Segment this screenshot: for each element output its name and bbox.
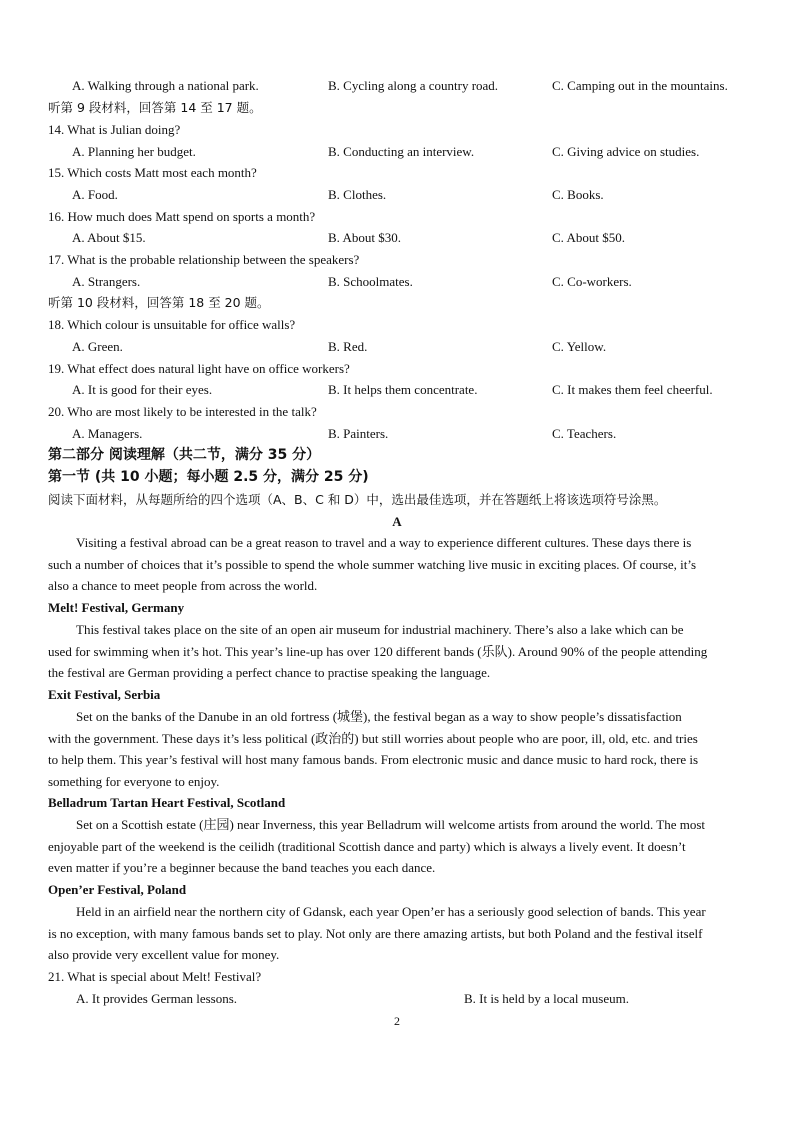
q18-option-b: B. Red. xyxy=(328,339,368,354)
q17-option-c: C. Co-workers. xyxy=(552,274,632,289)
paragraph-line: the festival are German providing a perfect chance to practise speaking the language. xyxy=(48,665,491,681)
q18-option-c: C. Yellow. xyxy=(552,339,607,354)
paragraph-line: Held in an airfield near the northern city of Gdansk, each year Open’er has a seriously good selection of bands. This year xyxy=(76,904,706,919)
q14-stem: 14. What is Julian doing? xyxy=(48,122,181,137)
q20-option-b: B. Painters. xyxy=(328,426,389,441)
paragraph-line: also provide very excellent value for money. xyxy=(48,947,280,963)
paragraph-line: Set on a Scottish estate (庄园) near Inverness, this year Belladrum will welcome artists from around the world. The most xyxy=(76,817,706,832)
festival-heading-belladrum: Belladrum Tartan Heart Festival, Scotland xyxy=(48,795,286,810)
q19-option-b: B. It helps them concentrate. xyxy=(328,382,478,397)
q16-option-b: B. About $30. xyxy=(328,230,401,245)
q21-option-a: A. It provides German lessons. xyxy=(76,991,238,1006)
section-one-title: 第一节 (共 10 小题；每小题 2.5 分，满分 25 分) xyxy=(48,469,369,485)
q19-option-a: A. It is good for their eyes. xyxy=(72,382,213,397)
q13-option-b: B. Cycling along a country road. xyxy=(328,78,499,93)
q18-option-a: A. Green. xyxy=(72,339,123,354)
paragraph-line: something for everyone to enjoy. xyxy=(48,774,220,790)
paragraph-line: This festival takes place on the site of an open air museum for industrial machinery. There’s also a lake which can be xyxy=(76,622,684,637)
intro-line: such a number of choices that it’s possible to spend the whole summer watching live music in exciting places. Of course, it’s xyxy=(48,556,697,572)
q21-option-b: B. It is held by a local museum. xyxy=(464,991,630,1006)
festival-paragraph-opener xyxy=(48,901,746,966)
q17-option-b: B. Schoolmates. xyxy=(328,274,413,289)
festival-paragraph-melt xyxy=(48,619,746,684)
page-number: 2 xyxy=(394,1014,400,1028)
paragraph-line: used for swimming when it’s hot. This year’s line-up has over 120 different bands (乐队). Around 90% of the people attending xyxy=(48,643,708,659)
q13-option-a: A. Walking through a national park. xyxy=(72,78,259,93)
part-two-title: 第二部分 阅读理解（共二节，满分 35 分） xyxy=(48,447,321,463)
q20-stem: 20. Who are most likely to be interested in the talk? xyxy=(48,404,317,419)
q15-stem: 15. Which costs Matt most each month? xyxy=(48,165,257,180)
q20-option-c: C. Teachers. xyxy=(552,426,617,441)
paragraph-line: is no exception, with many famous bands set to play. Not only are there amazing artists, but both Poland and the festival itself xyxy=(48,925,703,941)
paragraph-line: even matter if you’re a beginner because the band teaches you each dance. xyxy=(48,860,436,876)
q17-stem: 17. What is the probable relationship between the speakers? xyxy=(48,252,360,267)
festival-heading-opener: Open’er Festival, Poland xyxy=(48,882,187,897)
q19-stem: 19. What effect does natural light have on office workers? xyxy=(48,361,350,376)
festival-heading-exit: Exit Festival, Serbia xyxy=(48,687,161,702)
q14-option-b: B. Conducting an interview. xyxy=(328,144,475,159)
q17-option-a: A. Strangers. xyxy=(72,274,141,289)
q21-stem: 21. What is special about Melt! Festival? xyxy=(48,969,262,984)
q20-option-a: A. Managers. xyxy=(72,426,143,441)
festival-paragraph-exit xyxy=(48,706,746,793)
q18-stem: 18. Which colour is unsuitable for office walls? xyxy=(48,317,296,332)
section-10-instruction: 听第 10 段材料，回答第 18 至 20 题。 xyxy=(48,295,270,310)
section-9-instruction: 听第 9 段材料，回答第 14 至 17 题。 xyxy=(48,100,262,115)
passage-intro xyxy=(48,532,746,597)
passage-label: A xyxy=(392,514,402,529)
q15-option-b: B. Clothes. xyxy=(328,187,387,202)
q14-option-a: A. Planning her budget. xyxy=(72,144,196,159)
festival-heading-melt: Melt! Festival, Germany xyxy=(48,600,185,615)
q16-option-a: A. About $15. xyxy=(72,230,146,245)
q16-stem: 16. How much does Matt spend on sports a month? xyxy=(48,209,316,224)
festival-paragraph-belladrum xyxy=(48,814,746,879)
paragraph-line: to help them. This year’s festival will host many famous bands. From electronic music and dance music to hard rock, there is xyxy=(48,752,699,768)
q14-option-c: C. Giving advice on studies. xyxy=(552,144,700,159)
intro-line: Visiting a festival abroad can be a great reason to travel and a way to experience different cultures. These days there is xyxy=(76,535,692,550)
q16-option-c: C. About $50. xyxy=(552,230,625,245)
q19-option-c: C. It makes them feel cheerful. xyxy=(552,382,713,397)
paragraph-line: Set on the banks of the Danube in an old fortress (城堡), the festival began as a way to show people’s dissatisfaction xyxy=(76,709,682,724)
q13-option-c: C. Camping out in the mountains. xyxy=(552,78,728,93)
intro-line: also a chance to meet people from across the world. xyxy=(48,578,318,594)
paragraph-line: with the government. These days it’s less political (政治的) but still worries about people who are poor, ill, old, etc. and tries xyxy=(48,730,698,746)
q15-option-c: C. Books. xyxy=(552,187,604,202)
q15-option-a: A. Food. xyxy=(72,187,118,202)
reading-instruction: 阅读下面材料，从每题所给的四个选项（A、B、C 和 D）中，选出最佳选项，并在答题纸上将该选项符号涂黑。 xyxy=(48,492,667,507)
paragraph-line: enjoyable part of the weekend is the ceilidh (traditional Scottish dance and party) which is always a lively event. It doesn’t xyxy=(48,838,686,854)
